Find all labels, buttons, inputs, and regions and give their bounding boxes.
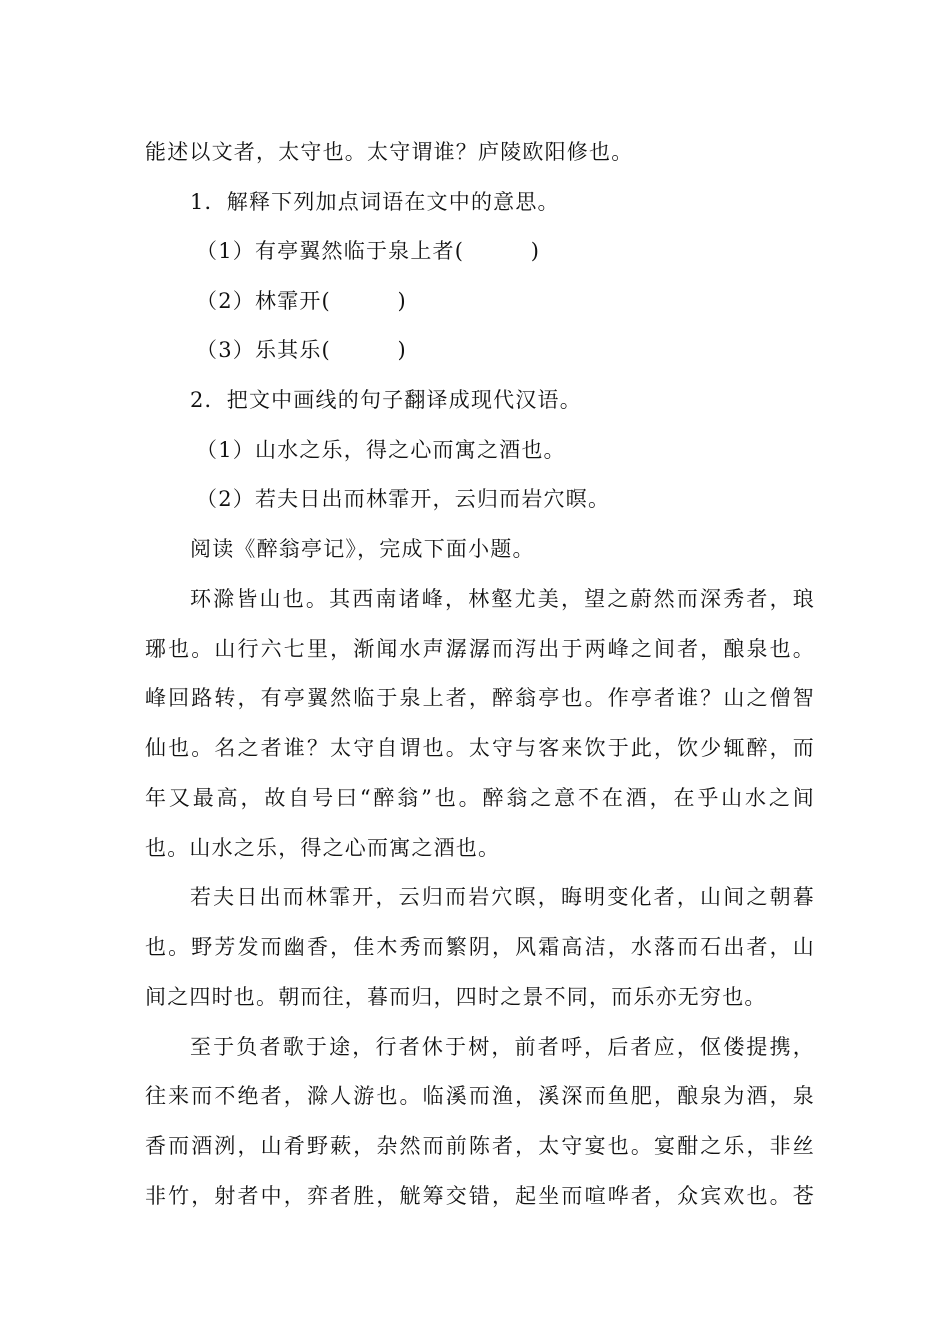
paragraph-1-line: 峰回路转，有亭翼然临于泉上者，醉翁亭也。作亭者谁？山之僧智 (145, 686, 815, 710)
paragraph-3-line: 非竹，射者中，弈者胜，觥筹交错，起坐而喧哗者，众宾欢也。苍 (145, 1184, 815, 1208)
paragraph-2-line: 间之四时也。朝而往，暮而归，四时之景不同，而乐亦无穷也。 (145, 985, 767, 1009)
paragraph-1-line: 琊也。山行六七里，渐闻水声潺潺而泻出于两峰之间者，酿泉也。 (145, 637, 815, 661)
question-2-item-1: （1）山水之乐，得之心而寓之酒也。 (196, 438, 566, 462)
paragraph-2-line: 也。野芳发而幽香，佳木秀而繁阴，风霜高洁，水落而石出者，山 (145, 935, 815, 959)
paragraph-3-line: 香而酒洌，山肴野蔌，杂然而前陈者，太守宴也。宴酣之乐，非丝 (145, 1134, 815, 1158)
paragraph-1-line: 环滁皆山也。其西南诸峰，林壑尤美，望之蔚然而深秀者，琅 (190, 587, 815, 611)
paragraph-2-line: 若夫日出而林霏开，云归而岩穴暝，晦明变化者，山间之朝暮 (190, 885, 815, 909)
paragraph-1-line: 也。山水之乐，得之心而寓之酒也。 (145, 836, 501, 860)
question-1-item-2: （2）林霏开( ) (196, 289, 407, 313)
reading-instruction: 阅读《醉翁亭记》，完成下面小题。 (190, 537, 535, 561)
paragraph-1-line: 仙也。名之者谁？太守自谓也。太守与客来饮于此，饮少辄醉，而 (145, 736, 815, 760)
paragraph-3-line: 至于负者歌于途，行者休于树，前者呼，后者应，伛偻提携， (190, 1035, 815, 1059)
question-2-prompt: 2．把文中画线的句子翻译成现代汉语。 (190, 388, 582, 412)
question-1-item-1: （1）有亭翼然临于泉上者( ) (196, 239, 541, 263)
question-1-prompt: 1．解释下列加点词语在文中的意思。 (190, 190, 560, 214)
text-line: 能述以文者，太守也。太守谓谁？庐陵欧阳修也。 (145, 140, 634, 164)
question-2-item-2: （2）若夫日出而林霏开，云归而岩穴暝。 (196, 487, 611, 511)
question-1-item-3: （3）乐其乐( ) (196, 338, 407, 362)
paragraph-3-line: 往来而不绝者，滁人游也。临溪而渔，溪深而鱼肥，酿泉为酒，泉 (145, 1084, 815, 1108)
paragraph-1-line: 年又最高，故自号曰“醉翁”也。醉翁之意不在酒，在乎山水之间 (145, 786, 815, 810)
